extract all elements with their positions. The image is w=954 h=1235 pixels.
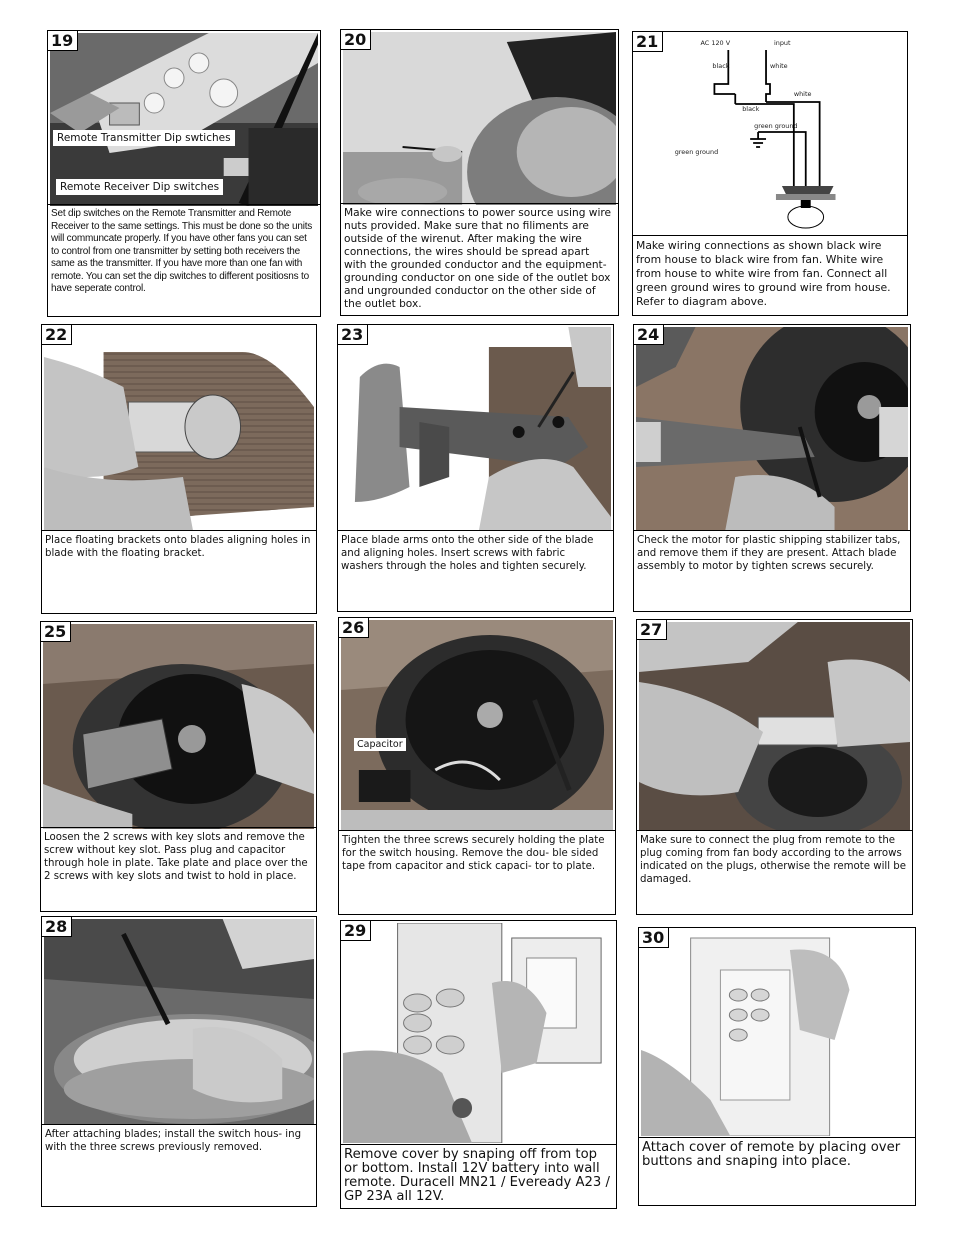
photo-wall-remote-closed-icon — [641, 930, 913, 1136]
step-21 — [632, 31, 908, 316]
step-caption: Place blade arms onto the other side of the blade and aligning holes. Insert screws with fabric washers through the holes and tighten securely. — [338, 530, 613, 611]
photo-wire-connections-icon — [343, 32, 616, 205]
wiring-diagram-icon — [635, 34, 905, 234]
step-caption: Tighten the three screws securely holding the plate for the switch housing. Remove the dou- ble sided tape from capacitor and stick capaci- tor to plate. — [339, 830, 615, 914]
step-caption: Make wiring connections as shown black wire from house to black wire from fan. White wire from house to white wire from fan. Connect all green ground wires to ground wire from house. Refer to diagram above. — [633, 235, 907, 315]
step-number: 28 — [42, 917, 72, 937]
step-caption: Make wire connections to power source using wire nuts provided. Make sure that no filiments are outside of the wirenut. After making the wire connections, the wires should be spread apart with the grounded conductor and the equipment-grounding conductor on one side of the outlet box and ungrounded conductor on the other side of the outlet box. — [341, 203, 618, 315]
photo-blade-arm-icon — [340, 327, 611, 530]
step-caption: Place floating brackets onto blades aligning holes in blade with the floating bracket. — [42, 530, 316, 613]
step-24 — [633, 324, 911, 612]
diagram-white-top-label: white — [770, 61, 788, 71]
step-caption: After attaching blades; install the switch hous- ing with the three screws previously removed. — [42, 1124, 316, 1206]
step-28 — [41, 916, 317, 1207]
step-30 — [638, 927, 916, 1206]
diagram-green-ground-2: green ground — [674, 147, 719, 157]
step-number: 24 — [634, 325, 664, 345]
step-22 — [41, 324, 317, 614]
step-caption: Check the motor for plastic shipping stabilizer tabs, and remove them if they are present. Attach blade assembly to motor by tighten screws securely. — [634, 530, 910, 611]
diagram-white-mid-label: white — [793, 89, 812, 99]
step-number: 21 — [633, 32, 663, 52]
diagram-black-mid-label: black — [742, 104, 760, 114]
step-25 — [40, 621, 317, 912]
step-27 — [636, 619, 913, 915]
step-number: 23 — [338, 325, 368, 345]
diagram-input-label: input — [773, 38, 791, 48]
photo-plug-connection-icon — [639, 622, 910, 831]
step-caption: Make sure to connect the plug from remote to the plug coming from fan body according to the arrows indicated on the plugs, otherwise the remote will be damaged. — [637, 830, 912, 914]
step-number: 22 — [42, 325, 72, 345]
step-number: 25 — [41, 622, 71, 642]
step-caption: Attach cover of remote by placing over buttons and snaping into place. — [639, 1137, 915, 1205]
diagram-black-top-label: black — [712, 61, 730, 71]
step-number: 29 — [341, 921, 371, 941]
photo-switch-plate-icon — [43, 624, 314, 829]
step-caption: Set dip switches on the Remote Transmitter and Remote Receiver to the same settings. This must be done so the units will communcate properly. If you have other fans you can set to control from one transmitter by setting both receivers the same as the transmitter. If you have more than one fan with remote. You can set the dip switches to different positiosns to have seperate control. — [48, 204, 320, 316]
receiver-dip-label: Remote Receiver Dip switches — [56, 179, 223, 195]
step-number: 30 — [639, 928, 669, 948]
step-number: 26 — [339, 618, 369, 638]
diagram-ac-label: AC 120 V — [700, 38, 731, 48]
photo-motor-icon — [636, 327, 908, 530]
step-23 — [337, 324, 614, 612]
step-caption: Remove cover by snaping off from top or bottom. Install 12V battery into wall remote. Duracell MN21 / Eveready A23 / GP 23A all 12V. — [341, 1144, 616, 1208]
photo-capacitor-icon — [341, 620, 613, 831]
diagram-green-ground-1: green ground — [754, 121, 798, 131]
step-number: 20 — [341, 30, 371, 50]
step-29 — [340, 920, 617, 1209]
step-number: 19 — [48, 31, 78, 51]
step-caption: Loosen the 2 screws with key slots and remove the screw without key slot. Pass plug and capacitor through hole in plate. Take plate and place over the 2 screws with key slots and twist to hold in place. — [41, 827, 316, 911]
photo-wall-remote-open-icon — [343, 923, 614, 1143]
photo-switch-housing-icon — [44, 919, 314, 1124]
step-19 — [47, 30, 321, 317]
transmitter-dip-label: Remote Transmitter Dip swtiches — [53, 130, 235, 146]
capacitor-label: Capacitor — [354, 738, 406, 751]
step-26 — [338, 617, 616, 915]
step-20 — [340, 29, 619, 316]
step-number: 27 — [637, 620, 667, 640]
photo-floating-bracket-icon — [44, 327, 314, 530]
